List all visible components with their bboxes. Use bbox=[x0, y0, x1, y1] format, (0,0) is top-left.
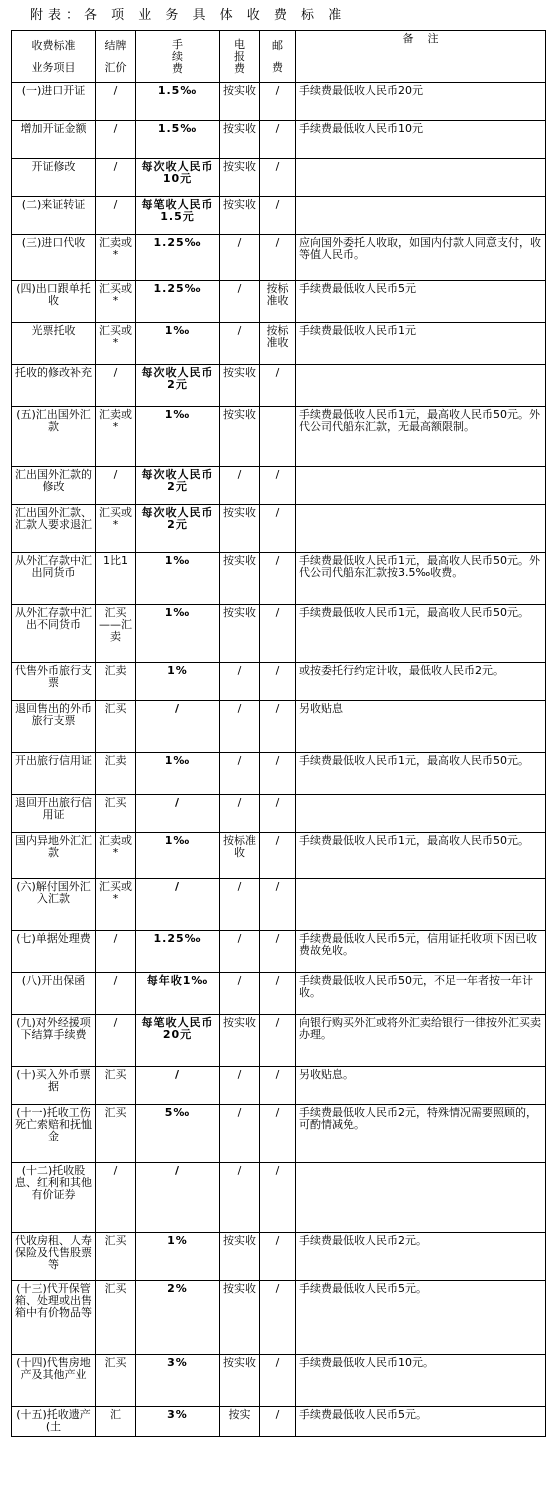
header-telegraph-fee: 电报费 bbox=[220, 31, 260, 83]
table-row bbox=[12, 281, 546, 323]
remarks-cell: 应向国外委托人收取，如国内付款人同意支付，收等值人民币。 bbox=[296, 235, 546, 281]
postage-cell: / bbox=[260, 1233, 296, 1281]
exchange-rate-cell: / bbox=[96, 1163, 136, 1233]
handling-fee-cell: 每次收人民币10元 bbox=[136, 159, 220, 197]
exchange-rate-cell: / bbox=[96, 159, 136, 197]
business-item-cell: (十四)代售房地产及其他产业 bbox=[12, 1355, 96, 1407]
table-row bbox=[12, 833, 546, 879]
table-row bbox=[12, 973, 546, 1015]
remarks-cell bbox=[296, 197, 546, 235]
business-item-cell: 代售外币旅行支票 bbox=[12, 663, 96, 701]
business-item-cell: (十一)托收工伤死亡索赔和抚恤金 bbox=[12, 1105, 96, 1163]
handling-fee-cell: 1.25‰ bbox=[136, 235, 220, 281]
exchange-rate-cell: 汇卖 bbox=[96, 753, 136, 795]
exchange-rate-cell: 汇买或* bbox=[96, 505, 136, 553]
telegraph-fee-cell: / bbox=[220, 973, 260, 1015]
exchange-rate-cell: 汇买 bbox=[96, 1105, 136, 1163]
handling-fee-cell: 1‰ bbox=[136, 833, 220, 879]
telegraph-fee-cell: 按实收 bbox=[220, 121, 260, 159]
telegraph-fee-cell: / bbox=[220, 235, 260, 281]
table-row bbox=[12, 605, 546, 663]
remarks-cell: 手续费最低收人民币10元。 bbox=[296, 1355, 546, 1407]
remarks-cell bbox=[296, 365, 546, 407]
postage-cell: / bbox=[260, 1067, 296, 1105]
header-handling-fee: 手续费 bbox=[136, 31, 220, 83]
telegraph-fee-cell: 按实收 bbox=[220, 159, 260, 197]
table-row bbox=[12, 121, 546, 159]
table-row bbox=[12, 753, 546, 795]
postage-cell: / bbox=[260, 833, 296, 879]
exchange-rate-cell: 汇买 bbox=[96, 1067, 136, 1105]
table-row bbox=[12, 159, 546, 197]
remarks-cell bbox=[296, 505, 546, 553]
telegraph-fee-cell: / bbox=[220, 701, 260, 753]
postage-cell: / bbox=[260, 467, 296, 505]
remarks-cell: 另收贴息 bbox=[296, 701, 546, 753]
handling-fee-cell: 每次收人民币2元 bbox=[136, 467, 220, 505]
handling-fee-cell: 1‰ bbox=[136, 407, 220, 467]
remarks-cell: 手续费最低收人民币1元，最高收人民币50元。 bbox=[296, 753, 546, 795]
handling-fee-cell: / bbox=[136, 879, 220, 931]
postage-cell: / bbox=[260, 553, 296, 605]
business-item-cell: (五)汇出国外汇款 bbox=[12, 407, 96, 467]
exchange-rate-cell: 汇卖 bbox=[96, 663, 136, 701]
business-item-cell: (九)对外经援项下结算手续费 bbox=[12, 1015, 96, 1067]
handling-fee-cell: 1.5‰ bbox=[136, 83, 220, 121]
fee-schedule-table bbox=[11, 30, 546, 1437]
remarks-cell: 或按委托行约定计收，最低收人民币2元。 bbox=[296, 663, 546, 701]
business-item-cell: (十五)托收遗产(土 bbox=[12, 1407, 96, 1437]
business-item-cell: 从外汇存款中汇出同货币 bbox=[12, 553, 96, 605]
handling-fee-cell: 每笔收人民币1.5元 bbox=[136, 197, 220, 235]
business-item-cell: (十三)代开保管箱、处理或出售箱中有价物品等 bbox=[12, 1281, 96, 1355]
exchange-rate-cell: / bbox=[96, 973, 136, 1015]
remarks-cell: 手续费最低收人民币5元 bbox=[296, 281, 546, 323]
handling-fee-cell: 1‰ bbox=[136, 753, 220, 795]
business-item-cell: 退回售出的外币旅行支票 bbox=[12, 701, 96, 753]
remarks-cell bbox=[296, 1163, 546, 1233]
telegraph-fee-cell: 按实收 bbox=[220, 1015, 260, 1067]
postage-cell: / bbox=[260, 753, 296, 795]
business-item-cell: 增加开证金额 bbox=[12, 121, 96, 159]
telegraph-fee-cell: 按实收 bbox=[220, 505, 260, 553]
remarks-cell bbox=[296, 879, 546, 931]
business-item-cell: (十)买入外币票据 bbox=[12, 1067, 96, 1105]
exchange-rate-cell: 汇买 bbox=[96, 701, 136, 753]
business-item-cell: (一)进口开证 bbox=[12, 83, 96, 121]
telegraph-fee-cell: / bbox=[220, 1163, 260, 1233]
exchange-rate-cell: 1比1 bbox=[96, 553, 136, 605]
telegraph-fee-cell: / bbox=[220, 281, 260, 323]
postage-cell: 按标准收 bbox=[260, 281, 296, 323]
handling-fee-cell: 1.25‰ bbox=[136, 281, 220, 323]
table-row bbox=[12, 795, 546, 833]
postage-cell: / bbox=[260, 197, 296, 235]
exchange-rate-cell: / bbox=[96, 83, 136, 121]
business-item-cell: (三)进口代收 bbox=[12, 235, 96, 281]
handling-fee-cell: / bbox=[136, 1163, 220, 1233]
handling-fee-cell: 1.5‰ bbox=[136, 121, 220, 159]
table-row bbox=[12, 235, 546, 281]
table-row bbox=[12, 407, 546, 467]
table-row bbox=[12, 1233, 546, 1281]
postage-cell: / bbox=[260, 663, 296, 701]
remarks-cell: 手续费最低收人民币10元 bbox=[296, 121, 546, 159]
remarks-cell bbox=[296, 795, 546, 833]
table-row bbox=[12, 553, 546, 605]
exchange-rate-cell: / bbox=[96, 1015, 136, 1067]
handling-fee-cell: / bbox=[136, 1067, 220, 1105]
business-item-cell: (十二)托收股息、红利和其他有价证券 bbox=[12, 1163, 96, 1233]
exchange-rate-cell: 汇买 bbox=[96, 1281, 136, 1355]
telegraph-fee-cell: 按实收 bbox=[220, 83, 260, 121]
telegraph-fee-cell: / bbox=[220, 323, 260, 365]
table-row bbox=[12, 701, 546, 753]
business-item-cell: 退回开出旅行信用证 bbox=[12, 795, 96, 833]
postage-cell: / bbox=[260, 365, 296, 407]
table-row bbox=[12, 879, 546, 931]
table-row bbox=[12, 663, 546, 701]
exchange-rate-cell: 汇买或* bbox=[96, 281, 136, 323]
postage-cell: / bbox=[260, 701, 296, 753]
postage-cell: / bbox=[260, 1163, 296, 1233]
table-row bbox=[12, 931, 546, 973]
telegraph-fee-cell: 按实收 bbox=[220, 1355, 260, 1407]
handling-fee-cell: 每次收人民币2元 bbox=[136, 505, 220, 553]
postage-cell bbox=[260, 407, 296, 467]
telegraph-fee-cell: 按实收 bbox=[220, 197, 260, 235]
telegraph-fee-cell: / bbox=[220, 931, 260, 973]
table-row bbox=[12, 83, 546, 121]
remarks-cell: 手续费最低收人民币5元，信用证托收项下因已收费故免收。 bbox=[296, 931, 546, 973]
telegraph-fee-cell: 按实收 bbox=[220, 553, 260, 605]
business-item-cell: (四)出口跟单托收 bbox=[12, 281, 96, 323]
postage-cell: 按标准收 bbox=[260, 323, 296, 365]
remarks-cell: 手续费最低收人民币20元 bbox=[296, 83, 546, 121]
remarks-cell: 另收贴息。 bbox=[296, 1067, 546, 1105]
postage-cell: / bbox=[260, 159, 296, 197]
table-row bbox=[12, 1067, 546, 1105]
postage-cell: / bbox=[260, 795, 296, 833]
handling-fee-cell: 3% bbox=[136, 1407, 220, 1437]
page-title: 附表：各 项 业 务 具 体 收 费 标 准 bbox=[30, 8, 347, 23]
header-remarks: 备 注 bbox=[296, 31, 546, 83]
handling-fee-cell: 1‰ bbox=[136, 323, 220, 365]
business-item-cell: (七)单据处理费 bbox=[12, 931, 96, 973]
telegraph-fee-cell: / bbox=[220, 1067, 260, 1105]
header-postage: 邮 费 bbox=[260, 31, 296, 83]
handling-fee-cell: / bbox=[136, 795, 220, 833]
remarks-cell: 向银行购买外汇或将外汇卖给银行一律按外汇买卖办理。 bbox=[296, 1015, 546, 1067]
business-item-cell: 代收房租、人寿保险及代售股票等 bbox=[12, 1233, 96, 1281]
exchange-rate-cell: 汇买或* bbox=[96, 323, 136, 365]
table-row bbox=[12, 1281, 546, 1355]
handling-fee-cell: / bbox=[136, 701, 220, 753]
header-exchange-rate: 结牌 汇价 bbox=[96, 31, 136, 83]
handling-fee-cell: 1.25‰ bbox=[136, 931, 220, 973]
business-item-cell: (八)开出保函 bbox=[12, 973, 96, 1015]
postage-cell: / bbox=[260, 121, 296, 159]
remarks-cell: 手续费最低收人民币5元。 bbox=[296, 1281, 546, 1355]
postage-cell: / bbox=[260, 1105, 296, 1163]
postage-cell: / bbox=[260, 1281, 296, 1355]
handling-fee-cell: 每笔收人民币20元 bbox=[136, 1015, 220, 1067]
business-item-cell: (六)解付国外汇入汇款 bbox=[12, 879, 96, 931]
table-row bbox=[12, 1407, 546, 1437]
table-row bbox=[12, 197, 546, 235]
exchange-rate-cell: / bbox=[96, 197, 136, 235]
telegraph-fee-cell: 按实收 bbox=[220, 1281, 260, 1355]
remarks-cell: 手续费最低收人民币1元，最高收人民币50元。外代公司代船东汇款，无最高额限制。 bbox=[296, 407, 546, 467]
handling-fee-cell: 2% bbox=[136, 1281, 220, 1355]
header-row bbox=[12, 31, 546, 83]
telegraph-fee-cell: / bbox=[220, 1105, 260, 1163]
telegraph-fee-cell: / bbox=[220, 753, 260, 795]
table-row bbox=[12, 365, 546, 407]
exchange-rate-cell: 汇卖或* bbox=[96, 833, 136, 879]
remarks-cell: 手续费最低收人民币1元，最高收人民币50元。 bbox=[296, 833, 546, 879]
remarks-cell bbox=[296, 467, 546, 505]
remarks-cell: 手续费最低收人民币1元，最高收人民币50元。 bbox=[296, 605, 546, 663]
telegraph-fee-cell: / bbox=[220, 879, 260, 931]
business-item-cell: 国内异地外汇汇款 bbox=[12, 833, 96, 879]
remarks-cell: 手续费最低收人民币50元，不足一年者按一年计收。 bbox=[296, 973, 546, 1015]
exchange-rate-cell: / bbox=[96, 121, 136, 159]
exchange-rate-cell: 汇卖或* bbox=[96, 235, 136, 281]
telegraph-fee-cell: 按实 bbox=[220, 1407, 260, 1437]
business-item-cell: (二)来证转证 bbox=[12, 197, 96, 235]
postage-cell: / bbox=[260, 1355, 296, 1407]
business-item-cell: 汇出国外汇款、汇款人要求退汇 bbox=[12, 505, 96, 553]
business-item-cell: 光票托收 bbox=[12, 323, 96, 365]
remarks-cell: 手续费最低收人民币2元。 bbox=[296, 1233, 546, 1281]
exchange-rate-cell: / bbox=[96, 931, 136, 973]
handling-fee-cell: 1‰ bbox=[136, 553, 220, 605]
telegraph-fee-cell: 按标准收 bbox=[220, 833, 260, 879]
postage-cell: / bbox=[260, 505, 296, 553]
remarks-cell: 手续费最低收人民币5元。 bbox=[296, 1407, 546, 1437]
table-row bbox=[12, 1163, 546, 1233]
business-item-cell: 开出旅行信用证 bbox=[12, 753, 96, 795]
table-row bbox=[12, 323, 546, 365]
postage-cell: / bbox=[260, 973, 296, 1015]
exchange-rate-cell: 汇买 bbox=[96, 1233, 136, 1281]
postage-cell: / bbox=[260, 605, 296, 663]
exchange-rate-cell: 汇卖或* bbox=[96, 407, 136, 467]
telegraph-fee-cell: / bbox=[220, 663, 260, 701]
handling-fee-cell: 每年收1‰ bbox=[136, 973, 220, 1015]
table-row bbox=[12, 1015, 546, 1067]
postage-cell: / bbox=[260, 931, 296, 973]
business-item-cell: 汇出国外汇款的修改 bbox=[12, 467, 96, 505]
header-business-item: 收费标准 业务项目 bbox=[12, 31, 96, 83]
exchange-rate-cell: 汇买或* bbox=[96, 879, 136, 931]
remarks-cell bbox=[296, 159, 546, 197]
handling-fee-cell: 每次收人民币2元 bbox=[136, 365, 220, 407]
telegraph-fee-cell: 按实收 bbox=[220, 365, 260, 407]
postage-cell: / bbox=[260, 1015, 296, 1067]
telegraph-fee-cell: / bbox=[220, 795, 260, 833]
table-row bbox=[12, 1355, 546, 1407]
handling-fee-cell: 1% bbox=[136, 663, 220, 701]
business-item-cell: 从外汇存款中汇出不同货币 bbox=[12, 605, 96, 663]
table-row bbox=[12, 1105, 546, 1163]
postage-cell: / bbox=[260, 235, 296, 281]
remarks-cell: 手续费最低收人民币2元，特殊情况需要照顾的，可酌情减免。 bbox=[296, 1105, 546, 1163]
business-item-cell: 托收的修改补充 bbox=[12, 365, 96, 407]
postage-cell: / bbox=[260, 83, 296, 121]
handling-fee-cell: 1% bbox=[136, 1233, 220, 1281]
telegraph-fee-cell: 按实收 bbox=[220, 407, 260, 467]
remarks-cell: 手续费最低收人民币1元，最高收人民币50元。外代公司代船东汇款按3.5‰收费。 bbox=[296, 553, 546, 605]
handling-fee-cell: 1‰ bbox=[136, 605, 220, 663]
handling-fee-cell: 5‰ bbox=[136, 1105, 220, 1163]
table-row bbox=[12, 505, 546, 553]
exchange-rate-cell: 汇买 bbox=[96, 795, 136, 833]
exchange-rate-cell: 汇 bbox=[96, 1407, 136, 1437]
exchange-rate-cell: / bbox=[96, 365, 136, 407]
exchange-rate-cell: 汇买——汇卖 bbox=[96, 605, 136, 663]
telegraph-fee-cell: 按实收 bbox=[220, 1233, 260, 1281]
exchange-rate-cell: / bbox=[96, 467, 136, 505]
table-row bbox=[12, 467, 546, 505]
exchange-rate-cell: 汇买 bbox=[96, 1355, 136, 1407]
handling-fee-cell: 3% bbox=[136, 1355, 220, 1407]
telegraph-fee-cell: 按实收 bbox=[220, 605, 260, 663]
business-item-cell: 开证修改 bbox=[12, 159, 96, 197]
remarks-cell: 手续费最低收人民币1元 bbox=[296, 323, 546, 365]
postage-cell: / bbox=[260, 879, 296, 931]
telegraph-fee-cell: / bbox=[220, 467, 260, 505]
postage-cell: / bbox=[260, 1407, 296, 1437]
